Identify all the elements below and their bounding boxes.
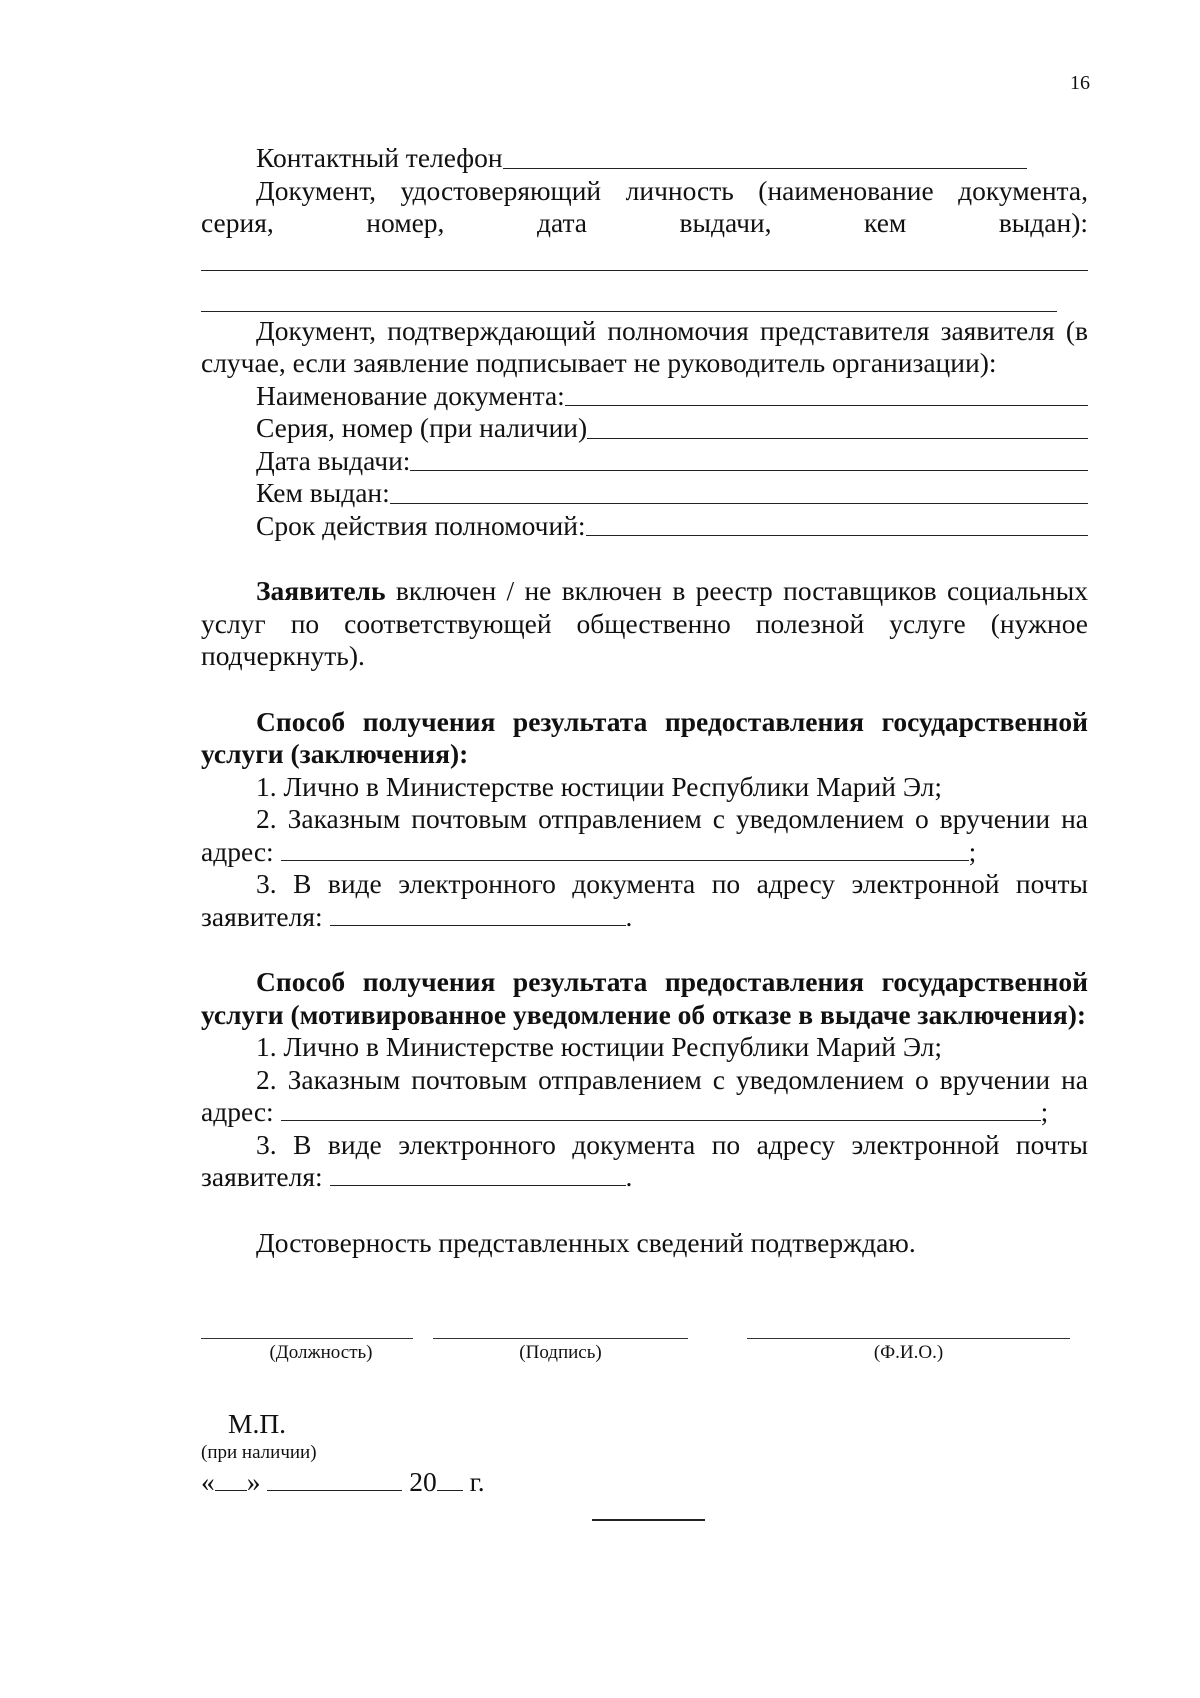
field-doc-name-label: Наименование документа: (256, 379, 565, 411)
page-number: 16 (1070, 72, 1090, 94)
section2-heading: Способ получения результата предоставления государственной услуги (мотивированное уведомление об отказе в выдаче заключения): (201, 966, 1088, 1030)
signature-block (201, 1338, 1088, 1388)
name-caption: (Ф.И.О.) (873, 1342, 944, 1363)
field-doc-name-row (201, 380, 1088, 413)
field-validity-row (201, 510, 1088, 543)
registry-paragraph (201, 575, 1088, 673)
year-field[interactable] (437, 1468, 463, 1491)
section1-item3-end: . (625, 900, 633, 932)
contact-phone-row (201, 142, 1088, 175)
section1-item1: 1. Лично в Министерстве юстиции Республики Марий Эл; (256, 770, 943, 802)
field-validity-input[interactable] (586, 513, 1088, 536)
authority-doc-intro: Документ, подтверждающий полномочия представителя заявителя (в случае, если заявление подписывает не руководитель организации): (201, 314, 1088, 378)
date-close-quote: » (246, 1466, 261, 1497)
registry-text: включен / не включен в реестр поставщиков социальных услуг по соответствующей общественно полезной услуге (нужное подчеркнуть). (201, 575, 1088, 671)
field-series-input[interactable] (587, 416, 1088, 439)
field-doc-name-input[interactable] (565, 383, 1088, 406)
section1-address-field[interactable] (281, 838, 969, 861)
contact-phone-field[interactable] (503, 146, 1027, 169)
field-validity-label: Срок действия полномочий: (256, 509, 586, 541)
section1-item3 (201, 868, 1088, 933)
signature-caption: (Подпись) (519, 1342, 602, 1363)
field-issued-by-row (201, 477, 1088, 510)
identity-doc-line1: Документ, удостоверяющий личность (наименование документа, (256, 174, 1088, 206)
registry-bold: Заявитель (256, 575, 386, 606)
position-signature-line[interactable] (201, 1338, 413, 1339)
day-field[interactable] (215, 1468, 247, 1491)
section1-item3-text: 3. В виде электронного документа по адресу электронной почты заявителя: (201, 868, 1088, 932)
year-suffix: г. (469, 1466, 485, 1497)
field-series-label: Серия, номер (при наличии) (256, 412, 588, 443)
section2-item2-end: ; (1040, 1096, 1049, 1127)
section1-email-field[interactable] (330, 903, 626, 926)
section2-email-field[interactable] (330, 1163, 626, 1186)
date-line (201, 1466, 485, 1498)
end-divider (592, 1519, 705, 1521)
month-field[interactable] (267, 1468, 402, 1491)
stamp-note: (при наличии) (201, 1442, 317, 1463)
field-issue-date-input[interactable] (410, 448, 1088, 471)
section1-item2-text: 2. Заказным почтовым отправлением с уведомлением о вручении на адрес: (201, 803, 1088, 867)
section1-heading: Способ получения результата предоставления государственной услуги (заключения): (201, 705, 1088, 769)
document-body (201, 142, 1088, 1259)
date-open-quote: « (201, 1466, 215, 1497)
year-prefix: 20 (409, 1466, 437, 1497)
section1-item2-end: ; (968, 835, 977, 867)
section2-address-field[interactable] (281, 1098, 1041, 1121)
section2-item3-text: 3. В виде электронного документа по адресу электронной почты заявителя: (201, 1128, 1088, 1192)
identity-doc-line2: серия, номер, дата выдачи, кем выдан): (201, 207, 1088, 238)
identity-doc-field-2[interactable] (201, 271, 1057, 312)
name-signature-line[interactable] (747, 1338, 1070, 1339)
section2-item1: 1. Лично в Министерстве юстиции Республики Марий Эл; (256, 1031, 943, 1062)
confirmation-text: Достоверность представленных сведений подтверждаю. (256, 1226, 916, 1258)
identity-doc-field-1[interactable] (201, 240, 1088, 271)
position-caption: (Должность) (269, 1342, 373, 1363)
section2-item3-end: . (625, 1161, 633, 1192)
stamp-label: М.П. (228, 1408, 287, 1439)
field-issue-date-label: Дата выдачи: (256, 444, 411, 476)
section2-item2-text: 2. Заказным почтовым отправлением с уведомлением о вручении на адрес: (201, 1063, 1088, 1127)
section1-item2 (201, 803, 1088, 868)
field-issued-by-input[interactable] (390, 481, 1088, 504)
field-issued-by-label: Кем выдан: (256, 477, 390, 508)
contact-phone-label: Контактный телефон (256, 142, 503, 173)
field-issue-date-row (201, 445, 1088, 478)
section2-item2 (201, 1064, 1088, 1129)
field-series-row (201, 412, 1088, 445)
signature-line[interactable] (433, 1338, 688, 1339)
section2-item3 (201, 1129, 1088, 1194)
